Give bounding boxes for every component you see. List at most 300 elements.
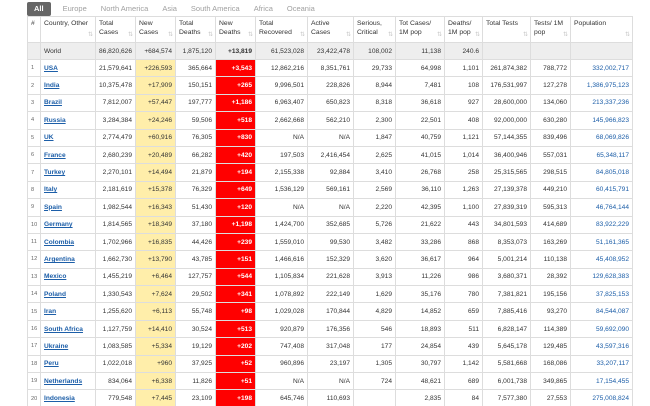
cases-per-million-cell: 40,759 [396,129,445,146]
new-deaths-cell: +120 [216,199,256,216]
new-cases-cell: +16,835 [136,233,176,250]
serious-critical-cell [354,390,396,406]
col-new-deaths-label: New Deaths [219,20,241,36]
sort-icon[interactable]: ⇅ [167,31,173,38]
tests-per-million-cell: 298,515 [531,164,571,181]
total-recovered-cell: N/A [256,129,308,146]
total-cases-cell: 1,662,730 [96,251,136,268]
total-tests-cell: 5,581,668 [483,355,531,372]
country-cell [41,94,96,111]
active-cases-cell: 222,149 [308,286,354,303]
new-cases-cell: +15,378 [136,181,176,198]
cases-per-million-cell: 7,481 [396,77,445,94]
tests-per-million-cell: 134,060 [531,94,571,111]
col-total-deaths-label: Total Deaths [179,20,201,36]
country-link[interactable]: Spain [44,203,62,211]
serious-critical-cell: 5,726 [354,216,396,233]
total-recovered-cell: 1,029,028 [256,303,308,320]
tests-per-million-cell: 630,280 [531,112,571,129]
serious-critical-cell: 108,002 [354,43,396,60]
new-cases-cell: +17,909 [136,77,176,94]
new-deaths-cell: +830 [216,129,256,146]
new-cases-cell: +7,445 [136,390,176,406]
total-deaths-cell: 19,129 [176,338,216,355]
population-cell [571,43,633,60]
total-tests-cell: 176,531,997 [483,77,531,94]
total-tests-cell: 7,381,821 [483,286,531,303]
new-cases-cell: +16,343 [136,199,176,216]
new-deaths-cell: +420 [216,146,256,163]
total-cases-cell: 1,814,565 [96,216,136,233]
sort-icon[interactable]: ⇅ [436,31,442,38]
tests-per-million-cell: 449,210 [531,181,571,198]
col-rank[interactable] [28,17,41,43]
table-row [28,251,633,268]
total-cases-cell: 2,270,101 [96,164,136,181]
total-deaths-cell: 76,305 [176,129,216,146]
sort-icon[interactable]: ⇅ [387,31,393,38]
tests-per-million-cell: 414,689 [531,216,571,233]
cases-per-million-cell: 11,138 [396,43,445,60]
table-row [28,94,633,111]
total-tests-cell: 92,000,000 [483,112,531,129]
col-total-cases[interactable] [96,17,136,43]
total-tests-cell: 8,353,073 [483,233,531,250]
table-row [28,164,633,181]
serious-critical-cell: 2,220 [354,199,396,216]
country-link[interactable]: Russia [44,116,66,124]
table-row [28,216,633,233]
cases-per-million-cell: 22,501 [396,112,445,129]
total-cases-cell: 7,812,007 [96,94,136,111]
total-cases-cell: 21,579,641 [96,60,136,77]
total-recovered-cell: 747,408 [256,338,308,355]
tests-per-million-cell: 839,496 [531,129,571,146]
new-deaths-cell: +194 [216,164,256,181]
table-row [28,129,633,146]
col-total-cases-label: Total Cases [99,20,119,36]
col-tests-per-million[interactable] [531,17,571,43]
total-deaths-cell: 197,777 [176,94,216,111]
active-cases-cell: N/A [308,129,354,146]
cases-per-million-cell: 41,015 [396,146,445,163]
table-row [28,60,633,77]
deaths-per-million-cell: 1,121 [445,129,483,146]
new-cases-cell: +14,410 [136,320,176,337]
country-link[interactable]: Argentina [44,255,75,263]
serious-critical-cell: 8,318 [354,94,396,111]
new-cases-cell: +20,489 [136,146,176,163]
country-cell [41,303,96,320]
total-deaths-cell: 76,329 [176,181,216,198]
rank-cell: 5 [28,129,41,146]
cases-per-million-cell: 26,768 [396,164,445,181]
total-tests-cell: 261,874,382 [483,60,531,77]
rank-cell: 3 [28,94,41,111]
serious-critical-cell: 3,913 [354,268,396,285]
tests-per-million-cell: 595,313 [531,199,571,216]
total-cases-cell: 1,982,544 [96,199,136,216]
table-row [28,199,633,216]
population-cell: 332,002,717 [571,60,633,77]
deaths-per-million-cell: 84 [445,390,483,406]
sort-icon[interactable]: ⇅ [522,31,528,38]
total-recovered-cell: N/A [256,199,308,216]
col-active-cases-label: Active Cases [311,20,331,36]
table-row [28,77,633,94]
new-deaths-cell: +198 [216,390,256,406]
rank-cell: 15 [28,303,41,320]
col-serious-critical-label: Serious, Critical [357,20,382,36]
serious-critical-cell: 177 [354,338,396,355]
sort-icon[interactable]: ⇅ [345,31,351,38]
rank-cell: 2 [28,77,41,94]
active-cases-cell: 23,422,478 [308,43,354,60]
cases-per-million-cell: 33,286 [396,233,445,250]
total-recovered-cell: 1,078,892 [256,286,308,303]
total-tests-cell: 7,577,380 [483,390,531,406]
tab-oceania[interactable]: Oceania [286,4,315,13]
cases-per-million-cell: 36,618 [396,94,445,111]
serious-critical-cell: 3,410 [354,164,396,181]
rank-cell: 19 [28,373,41,390]
country-link[interactable]: Mexico [44,273,67,281]
total-deaths-cell: 43,785 [176,251,216,268]
cases-per-million-cell: 35,176 [396,286,445,303]
sort-icon[interactable]: ⇅ [299,31,305,38]
rank-cell: 4 [28,112,41,129]
cases-per-million-cell: 11,226 [396,268,445,285]
col-population[interactable] [571,17,633,43]
deaths-per-million-cell: 439 [445,338,483,355]
country-cell [41,77,96,94]
col-total-deaths[interactable] [176,17,216,43]
tab-north-america[interactable]: North America [100,4,149,13]
col-serious-critical[interactable] [354,17,396,43]
col-active-cases[interactable] [308,17,354,43]
country-cell [41,164,96,181]
total-deaths-cell: 55,748 [176,303,216,320]
total-deaths-cell: 1,875,120 [176,43,216,60]
total-tests-cell: 6,001,738 [483,373,531,390]
sort-icon[interactable]: ⇅ [247,31,253,38]
serious-critical-cell: 724 [354,373,396,390]
deaths-per-million-cell: 1,014 [445,146,483,163]
total-tests-cell: 5,001,214 [483,251,531,268]
deaths-per-million-cell: 408 [445,112,483,129]
total-recovered-cell: 1,559,010 [256,233,308,250]
deaths-per-million-cell: 511 [445,320,483,337]
cases-per-million-cell: 21,622 [396,216,445,233]
rank-cell: 13 [28,268,41,285]
total-recovered-cell: 9,996,501 [256,77,308,94]
new-deaths-cell: +518 [216,112,256,129]
total-deaths-cell: 11,826 [176,373,216,390]
new-deaths-cell: +649 [216,181,256,198]
serious-critical-cell: 29,733 [354,60,396,77]
total-recovered-cell: 2,662,668 [256,112,308,129]
population-cell: 84,544,087 [571,303,633,320]
new-deaths-cell: +151 [216,251,256,268]
country-link[interactable]: Indonesia [44,395,75,403]
sort-icon[interactable]: ⇅ [562,31,568,38]
total-cases-cell: 1,127,759 [96,320,136,337]
col-total-recovered[interactable] [256,17,308,43]
new-cases-cell: +14,494 [136,164,176,181]
total-cases-cell: 1,455,219 [96,268,136,285]
total-deaths-cell: 37,925 [176,355,216,372]
new-deaths-cell: +513 [216,320,256,337]
new-cases-cell: +60,916 [136,129,176,146]
col-new-cases[interactable] [136,17,176,43]
population-cell: 45,408,952 [571,251,633,268]
total-cases-cell: 1,330,543 [96,286,136,303]
col-cases-per-million[interactable] [396,17,445,43]
tests-per-million-cell: 788,772 [531,60,571,77]
total-tests-cell: 34,801,593 [483,216,531,233]
cases-per-million-cell: 36,110 [396,181,445,198]
new-cases-cell: +7,624 [136,286,176,303]
total-deaths-cell: 23,109 [176,390,216,406]
tab-south-america[interactable]: South America [190,4,240,13]
new-cases-cell: +5,334 [136,338,176,355]
country-cell [41,373,96,390]
serious-critical-cell: 4,829 [354,303,396,320]
total-deaths-cell: 44,426 [176,233,216,250]
new-cases-cell: +6,113 [136,303,176,320]
active-cases-cell: 152,329 [308,251,354,268]
new-deaths-cell: +52 [216,355,256,372]
cases-per-million-cell: 36,617 [396,251,445,268]
total-deaths-cell: 37,180 [176,216,216,233]
country-cell [41,199,96,216]
total-recovered-cell: 1,466,616 [256,251,308,268]
tab-all[interactable]: All [27,2,51,16]
total-cases-cell: 2,774,479 [96,129,136,146]
serious-critical-cell: 2,300 [354,112,396,129]
country-link[interactable]: Italy [44,186,58,194]
deaths-per-million-cell: 258 [445,164,483,181]
total-tests-cell: 6,828,147 [483,320,531,337]
col-deaths-per-million[interactable] [445,17,483,43]
country-link[interactable]: Colombia [44,238,75,246]
total-deaths-cell: 150,151 [176,77,216,94]
sort-icon[interactable]: ⇅ [624,31,630,38]
active-cases-cell: 352,685 [308,216,354,233]
serious-critical-cell: 8,944 [354,77,396,94]
serious-critical-cell: 3,620 [354,251,396,268]
country-cell: World [41,43,96,60]
tests-per-million-cell: 349,865 [531,373,571,390]
country-link[interactable]: UK [44,134,54,142]
new-deaths-cell: +341 [216,286,256,303]
serious-critical-cell: 546 [354,320,396,337]
tests-per-million-cell: 195,156 [531,286,571,303]
total-recovered-cell: 1,105,834 [256,268,308,285]
population-cell: 51,161,365 [571,233,633,250]
sort-icon[interactable]: ⇅ [474,31,480,38]
col-rank-label: # [31,20,35,27]
rank-cell: 17 [28,338,41,355]
total-deaths-cell: 66,282 [176,146,216,163]
country-link[interactable]: Netherlands [44,377,83,385]
tab-africa[interactable]: Africa [253,4,273,13]
new-deaths-cell: +202 [216,338,256,355]
total-cases-cell: 10,375,478 [96,77,136,94]
country-link[interactable]: South Africa [44,325,83,333]
total-deaths-cell: 127,757 [176,268,216,285]
cases-per-million-cell: 30,797 [396,355,445,372]
total-recovered-cell: 1,424,700 [256,216,308,233]
serious-critical-cell: 2,569 [354,181,396,198]
country-cell [41,251,96,268]
serious-critical-cell: 1,847 [354,129,396,146]
country-link[interactable]: Turkey [44,169,66,177]
col-cases-per-million-label: Tot Cases/ 1M pop [399,20,432,36]
country-link[interactable]: Ukraine [44,342,69,350]
rank-cell: 6 [28,146,41,163]
country-cell [41,146,96,163]
col-country[interactable] [41,17,96,43]
deaths-per-million-cell: 689 [445,373,483,390]
country-link[interactable]: France [44,151,66,159]
active-cases-cell: 2,416,454 [308,146,354,163]
new-deaths-cell: +51 [216,373,256,390]
population-cell: 84,805,018 [571,164,633,181]
active-cases-cell: 23,197 [308,355,354,372]
sort-icon[interactable]: ⇅ [127,31,133,38]
covid-table [27,16,633,406]
rank-cell [28,43,41,60]
country-cell [41,129,96,146]
new-cases-cell: +18,349 [136,216,176,233]
deaths-per-million-cell: 108 [445,77,483,94]
country-cell [41,181,96,198]
total-cases-cell: 1,702,966 [96,233,136,250]
new-cases-cell: +226,593 [136,60,176,77]
tests-per-million-cell [531,43,571,60]
total-deaths-cell: 29,502 [176,286,216,303]
deaths-per-million-cell: 659 [445,303,483,320]
population-cell: 275,008,824 [571,390,633,406]
rank-cell: 14 [28,286,41,303]
country-cell [41,216,96,233]
deaths-per-million-cell: 986 [445,268,483,285]
deaths-per-million-cell: 927 [445,94,483,111]
cases-per-million-cell: 14,852 [396,303,445,320]
active-cases-cell: 8,351,761 [308,60,354,77]
country-link[interactable]: India [44,82,60,90]
total-recovered-cell: 6,963,407 [256,94,308,111]
new-cases-cell: +24,246 [136,112,176,129]
tests-per-million-cell: 168,086 [531,355,571,372]
rank-cell: 11 [28,233,41,250]
total-cases-cell: 1,022,018 [96,355,136,372]
total-deaths-cell: 365,664 [176,60,216,77]
country-link[interactable]: Germany [44,221,73,229]
tests-per-million-cell: 27,553 [531,390,571,406]
col-population-label: Population [574,20,607,27]
cases-per-million-cell: 2,835 [396,390,445,406]
serious-critical-cell: 1,629 [354,286,396,303]
country-cell [41,355,96,372]
new-deaths-cell: +98 [216,303,256,320]
active-cases-cell: N/A [308,373,354,390]
active-cases-cell: 176,356 [308,320,354,337]
country-link[interactable]: Iran [44,308,57,316]
col-tests-per-million-label: Tests/ 1M pop [534,20,564,36]
sort-icon[interactable]: ⇅ [207,31,213,38]
deaths-per-million-cell: 868 [445,233,483,250]
tests-per-million-cell: 28,392 [531,268,571,285]
deaths-per-million-cell: 1,100 [445,199,483,216]
total-tests-cell: 3,680,371 [483,268,531,285]
world-row [28,43,633,60]
country-cell [41,60,96,77]
country-link[interactable]: Peru [44,360,59,368]
population-cell: 83,922,229 [571,216,633,233]
new-deaths-cell: +265 [216,77,256,94]
rank-cell: 16 [28,320,41,337]
table-row [28,233,633,250]
population-cell: 59,692,090 [571,320,633,337]
col-total-tests[interactable] [483,17,531,43]
col-new-deaths[interactable] [216,17,256,43]
total-tests-cell: 57,144,355 [483,129,531,146]
col-deaths-per-million-label: Deaths/ 1M pop [448,20,472,36]
total-deaths-cell: 30,524 [176,320,216,337]
tests-per-million-cell: 163,269 [531,233,571,250]
total-deaths-cell: 21,879 [176,164,216,181]
rank-cell: 1 [28,60,41,77]
table-row [28,268,633,285]
total-cases-cell: 3,284,384 [96,112,136,129]
total-recovered-cell: N/A [256,373,308,390]
country-link[interactable]: USA [44,64,58,72]
active-cases-cell: 221,628 [308,268,354,285]
cases-per-million-cell: 48,621 [396,373,445,390]
population-cell: 65,348,117 [571,146,633,163]
total-tests-cell: 28,600,000 [483,94,531,111]
new-deaths-cell: +1,186 [216,94,256,111]
table-row [28,320,633,337]
population-cell: 1,386,975,123 [571,77,633,94]
serious-critical-cell: 1,305 [354,355,396,372]
total-cases-cell: 86,820,626 [96,43,136,60]
new-deaths-cell: +3,543 [216,60,256,77]
population-cell: 60,415,791 [571,181,633,198]
table-row [28,181,633,198]
cases-per-million-cell: 42,395 [396,199,445,216]
country-link[interactable]: Brazil [44,99,62,107]
country-cell [41,320,96,337]
tab-asia[interactable]: Asia [162,4,177,13]
cases-per-million-cell: 64,998 [396,60,445,77]
new-deaths-cell: +1,198 [216,216,256,233]
total-recovered-cell: 1,536,129 [256,181,308,198]
tab-europe[interactable]: Europe [62,4,87,13]
country-link[interactable]: Poland [44,290,66,298]
table-row [28,112,633,129]
serious-critical-cell: 3,482 [354,233,396,250]
population-cell: 213,337,236 [571,94,633,111]
rank-cell: 9 [28,199,41,216]
serious-critical-cell: 2,625 [354,146,396,163]
sort-icon[interactable]: ⇅ [87,31,93,38]
active-cases-cell: 92,884 [308,164,354,181]
cases-per-million-cell: 18,893 [396,320,445,337]
country-cell [41,233,96,250]
